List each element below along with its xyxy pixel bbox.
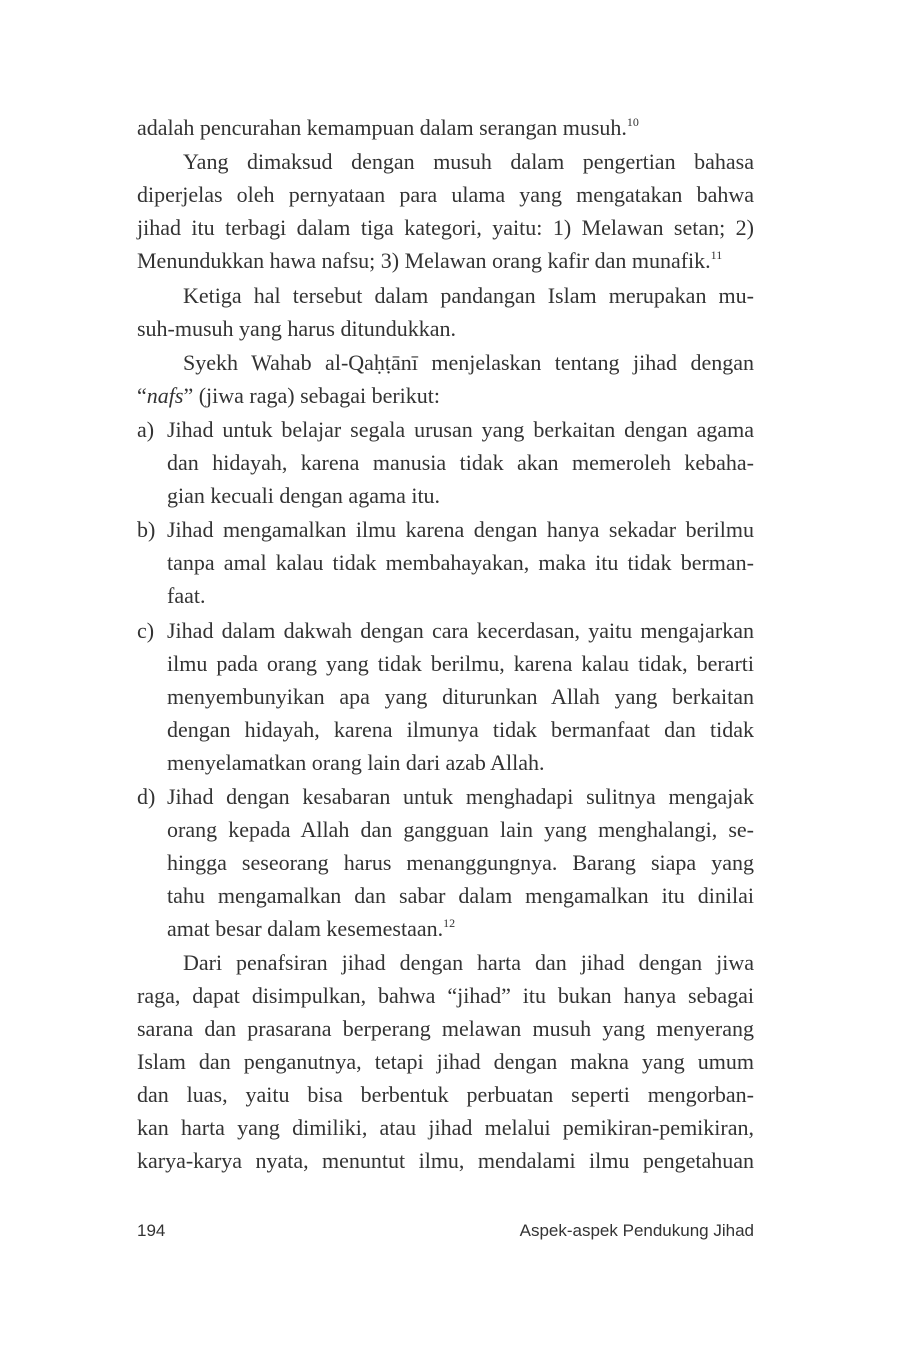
text-line: Syekh Wahab al-Qaḥṭānī menjelaskan tentang jihad dengan — [183, 349, 754, 375]
paragraph — [137, 946, 754, 1177]
text-line: ilmu pada orang yang tidak berilmu, karena kalau tidak, berarti — [167, 650, 754, 676]
list-marker: a) — [137, 417, 155, 442]
text-line: menyelamatkan orang lain dari azab Allah. — [167, 749, 545, 775]
paragraph — [137, 346, 754, 412]
list-item — [137, 513, 754, 612]
list-item — [137, 780, 754, 945]
footnote-ref: 12 — [443, 915, 456, 930]
text-line: menyembunyikan apa yang diturunkan Allah yang berkaitan — [167, 683, 754, 709]
text-line: adalah pencurahan kemampuan dalam serangan musuh.$^{10}$ — [137, 115, 639, 140]
text-line: suh-musuh yang harus ditundukkan. — [137, 315, 456, 341]
text-line: tahu mengamalkan dan sabar dalam mengamalkan itu dinilai — [167, 882, 754, 908]
paragraph-continuation — [137, 111, 754, 144]
text-line: Ketiga hal tersebut dalam pandangan Islam merupakan mu- — [183, 282, 754, 308]
text-line: sarana dan prasarana berperang melawan musuh yang menyerang — [137, 1016, 754, 1041]
text-line: Islam dan penganutnya, tetapi jihad dengan makna yang umum — [137, 1049, 754, 1074]
text-line: “nafs” (jiwa raga) sebagai berikut: — [137, 382, 440, 408]
footnote-ref: 11 — [710, 248, 723, 263]
text-line: Dari penafsiran jihad dengan harta dan jihad dengan jiwa — [183, 950, 754, 975]
text-line: karya-karya nyata, menuntut ilmu, mendalami ilmu pengetahuan — [137, 1148, 754, 1173]
page-number: 194 — [137, 1221, 166, 1240]
list-marker: b) — [137, 517, 156, 543]
text-line: dengan hidayah, karena ilmunya tidak bermanfaat dan tidak — [167, 716, 754, 742]
text-line: Jihad dengan kesabaran untuk menghadapi sulitnya mengajak — [167, 783, 754, 809]
text-line: Jihad dalam dakwah dengan cara kecerdasan, yaitu mengajarkan — [167, 617, 754, 643]
list-item — [137, 614, 754, 779]
text-line: Jihad mengamalkan ilmu karena dengan hanya sekadar berilmu — [167, 517, 754, 543]
text-line: amat besar dalam kesemestaan.$^{12}$ — [167, 915, 456, 941]
text-line: Yang dimaksud dengan musuh dalam pengertian bahasa — [183, 149, 754, 175]
footnote-ref: 10 — [626, 115, 639, 129]
text-line: tanpa amal kalau tidak membahayakan, maka itu tidak berman- — [167, 550, 754, 576]
list-marker: d) — [137, 783, 156, 809]
text-line: kan harta yang dimiliki, atau jihad melalui pemikiran-pemikiran, — [137, 1115, 754, 1140]
text-line: hingga seseorang harus menanggungnya. Barang siapa yang — [167, 849, 754, 875]
text-line: dan luas, yaitu bisa berbentuk perbuatan seperti mengorban- — [137, 1082, 754, 1107]
paragraph — [137, 145, 754, 277]
page-footer — [137, 1221, 754, 1247]
paragraph — [137, 279, 754, 345]
text-line: faat. — [167, 583, 206, 609]
italic-term: nafs — [146, 382, 184, 408]
text-line: Menundukkan hawa nafsu; 3) Melawan orang kafir dan munafik.$^{11}$ — [137, 248, 723, 274]
text-line: dan hidayah, karena manusia tidak akan memeroleh kebaha- — [167, 450, 754, 475]
list-marker: c) — [137, 617, 155, 643]
list-item — [137, 413, 754, 512]
text-line: gian kecuali dengan agama itu. — [167, 483, 441, 508]
text-line: jihad itu terbagi dalam tiga kategori, yaitu: 1) Melawan setan; 2) — [137, 215, 754, 241]
body-text — [137, 111, 754, 1177]
running-title: Aspek-aspek Pendukung Jihad — [519, 1221, 754, 1240]
text-line: diperjelas oleh pernyataan para ulama yang mengatakan bahwa — [137, 182, 754, 208]
text-line: orang kepada Allah dan gangguan lain yang menghalangi, se- — [167, 816, 754, 842]
text-line: raga, dapat disimpulkan, bahwa “jihad” itu bukan hanya sebagai — [137, 983, 754, 1008]
text-line: Jihad untuk belajar segala urusan yang berkaitan dengan agama — [167, 417, 754, 442]
